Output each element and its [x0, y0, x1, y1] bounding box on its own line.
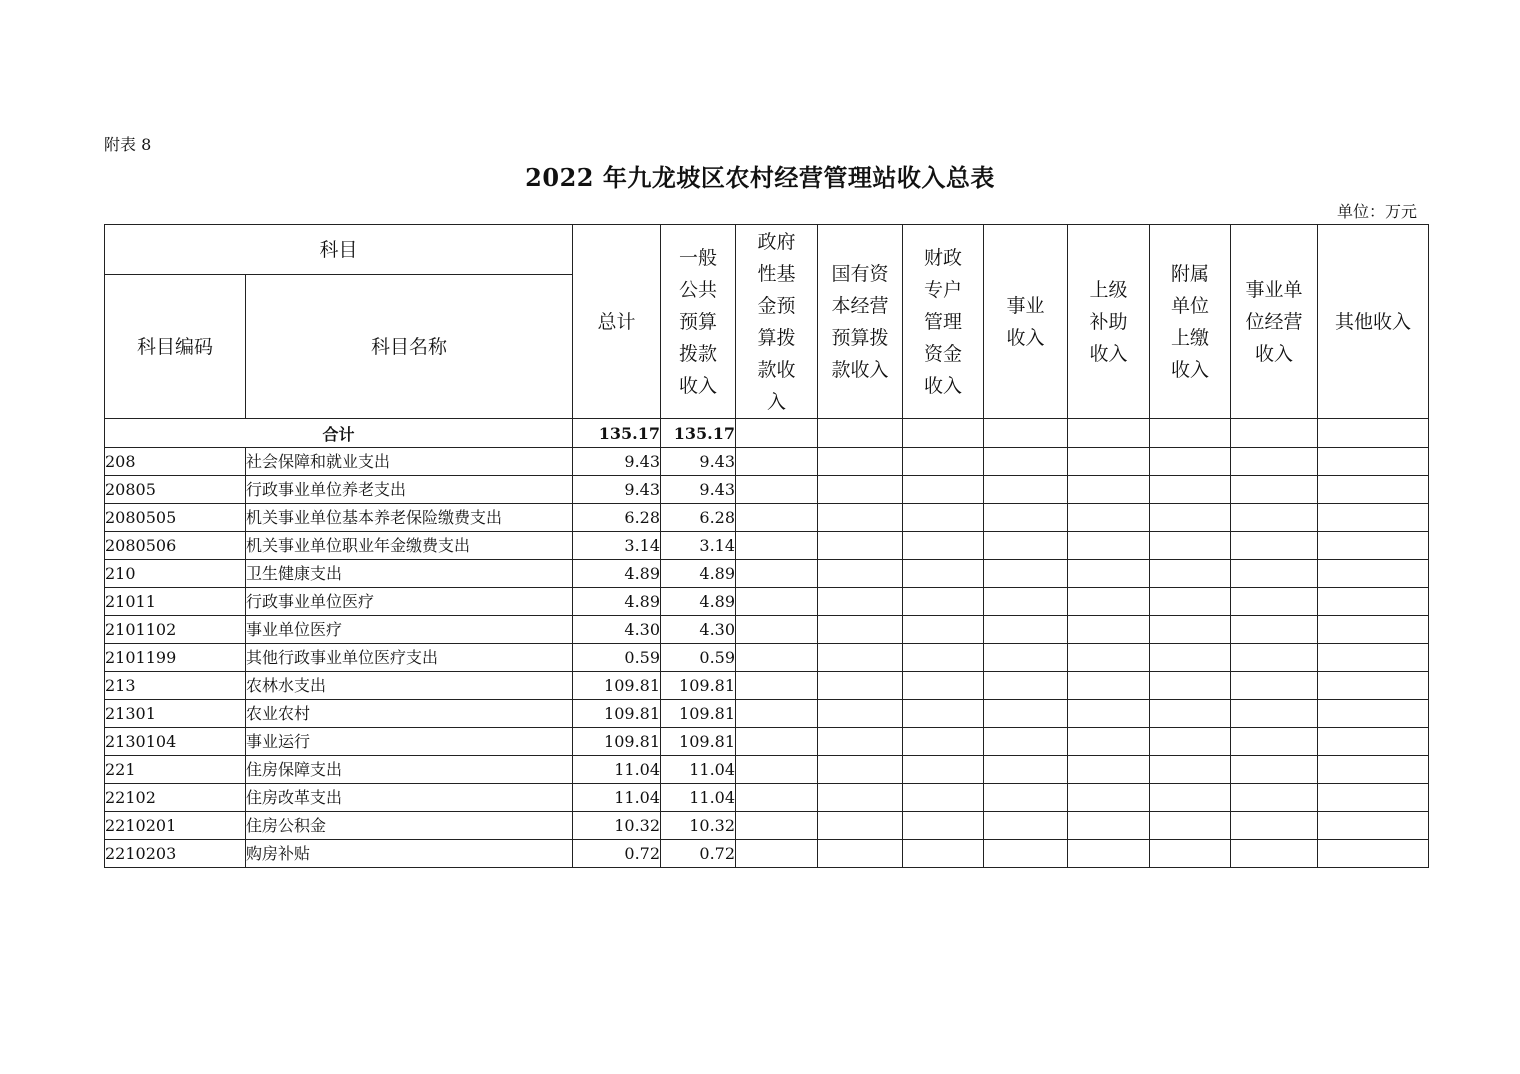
empty-cell	[818, 588, 903, 616]
empty-cell	[736, 560, 818, 588]
empty-cell	[903, 812, 984, 840]
empty-cell	[1318, 700, 1429, 728]
empty-cell	[903, 700, 984, 728]
empty-cell	[1318, 588, 1429, 616]
empty-cell	[1068, 756, 1150, 784]
empty-cell	[1068, 840, 1150, 868]
row-name: 机关事业单位职业年金缴费支出	[246, 532, 573, 560]
empty-cell	[736, 812, 818, 840]
empty-cell	[1231, 644, 1318, 672]
row-total: 4.89	[573, 588, 661, 616]
col-header-total: 总计	[573, 225, 661, 419]
empty-cell	[818, 700, 903, 728]
table-row	[105, 504, 1429, 532]
empty-cell	[1068, 784, 1150, 812]
row-name: 事业运行	[246, 728, 573, 756]
empty-cell	[903, 784, 984, 812]
table-row	[105, 840, 1429, 868]
row-code: 2210203	[105, 840, 246, 868]
empty-cell	[903, 476, 984, 504]
empty-cell	[818, 672, 903, 700]
col-header-operating-income: 事业单 位经营 收入	[1231, 225, 1318, 419]
empty-cell	[984, 728, 1068, 756]
empty-cell	[1231, 476, 1318, 504]
empty-cell	[1318, 672, 1429, 700]
empty-cell	[1150, 812, 1231, 840]
empty-cell	[1231, 840, 1318, 868]
empty-cell	[818, 812, 903, 840]
row-code: 2080506	[105, 532, 246, 560]
row-code: 21301	[105, 700, 246, 728]
empty-cell	[1150, 504, 1231, 532]
empty-cell	[736, 728, 818, 756]
empty-cell	[736, 588, 818, 616]
row-general: 9.43	[661, 476, 736, 504]
empty-cell	[1150, 784, 1231, 812]
empty-cell	[1231, 812, 1318, 840]
empty-cell	[1318, 448, 1429, 476]
row-code: 22102	[105, 784, 246, 812]
table-row	[105, 784, 1429, 812]
col-header-gov-fund: 政府 性基 金预 算拨 款收 入	[736, 225, 818, 419]
row-total: 3.14	[573, 532, 661, 560]
table-row	[105, 616, 1429, 644]
empty-cell	[1068, 812, 1150, 840]
table-row	[105, 644, 1429, 672]
empty-cell	[903, 560, 984, 588]
row-code: 2101102	[105, 616, 246, 644]
row-total: 11.04	[573, 756, 661, 784]
empty-cell	[736, 532, 818, 560]
empty-cell	[984, 756, 1068, 784]
empty-cell	[1318, 784, 1429, 812]
empty-cell	[1231, 784, 1318, 812]
row-name: 购房补贴	[246, 840, 573, 868]
row-code: 21011	[105, 588, 246, 616]
row-code: 2080505	[105, 504, 246, 532]
row-general: 9.43	[661, 448, 736, 476]
row-general: 4.30	[661, 616, 736, 644]
empty-cell	[818, 476, 903, 504]
empty-cell	[903, 616, 984, 644]
row-total: 109.81	[573, 700, 661, 728]
empty-cell	[818, 756, 903, 784]
empty-cell	[903, 840, 984, 868]
empty-cell	[1068, 728, 1150, 756]
row-total: 0.59	[573, 644, 661, 672]
empty-cell	[818, 644, 903, 672]
empty-cell	[818, 532, 903, 560]
empty-cell	[984, 840, 1068, 868]
empty-cell	[1150, 476, 1231, 504]
empty-cell	[984, 616, 1068, 644]
table-row	[105, 448, 1429, 476]
row-name: 农林水支出	[246, 672, 573, 700]
row-general: 0.72	[661, 840, 736, 868]
empty-cell	[1318, 756, 1429, 784]
row-name: 农业农村	[246, 700, 573, 728]
row-general: 4.89	[661, 588, 736, 616]
row-name: 行政事业单位养老支出	[246, 476, 573, 504]
empty-cell	[1231, 448, 1318, 476]
empty-cell	[736, 756, 818, 784]
row-name: 卫生健康支出	[246, 560, 573, 588]
empty-cell	[1231, 504, 1318, 532]
empty-cell	[736, 504, 818, 532]
row-general: 6.28	[661, 504, 736, 532]
subject-name-header: 科目名称	[246, 275, 573, 419]
empty-cell	[736, 476, 818, 504]
unit-label: 单位：万元	[1336, 202, 1417, 221]
table-row	[105, 476, 1429, 504]
row-name: 社会保障和就业支出	[246, 448, 573, 476]
row-general: 109.81	[661, 728, 736, 756]
empty-cell	[903, 728, 984, 756]
empty-cell	[736, 644, 818, 672]
page-title: 2022 年九龙坡区农村经营管理站收入总表	[525, 163, 995, 192]
empty-cell	[1068, 532, 1150, 560]
row-code: 210	[105, 560, 246, 588]
empty-cell	[1318, 840, 1429, 868]
empty-cell	[984, 644, 1068, 672]
row-code: 2210201	[105, 812, 246, 840]
empty-cell	[736, 448, 818, 476]
empty-cell	[818, 448, 903, 476]
table-row	[105, 588, 1429, 616]
empty-cell	[818, 560, 903, 588]
empty-cell	[1150, 728, 1231, 756]
empty-cell	[1231, 756, 1318, 784]
empty-cell	[1318, 476, 1429, 504]
empty-cell	[1068, 700, 1150, 728]
row-total: 11.04	[573, 784, 661, 812]
income-summary-table	[104, 224, 1429, 868]
empty-cell	[818, 728, 903, 756]
row-general: 4.89	[661, 560, 736, 588]
empty-cell	[984, 532, 1068, 560]
row-name: 住房公积金	[246, 812, 573, 840]
empty-cell	[1150, 616, 1231, 644]
col-header-superior-subsidy: 上级 补助 收入	[1068, 225, 1150, 419]
empty-cell	[1231, 616, 1318, 644]
row-total: 0.72	[573, 840, 661, 868]
empty-cell	[984, 672, 1068, 700]
empty-cell	[903, 532, 984, 560]
row-code: 208	[105, 448, 246, 476]
empty-cell	[1231, 700, 1318, 728]
total-general: 135.17	[661, 419, 736, 448]
empty-cell	[984, 700, 1068, 728]
col-header-affiliate-remit: 附属 单位 上缴 收入	[1150, 225, 1231, 419]
empty-cell	[1150, 560, 1231, 588]
empty-cell	[1318, 616, 1429, 644]
empty-cell	[1150, 756, 1231, 784]
empty-cell	[1068, 672, 1150, 700]
empty-cell	[736, 840, 818, 868]
row-code: 2130104	[105, 728, 246, 756]
col-header-fiscal-account: 财政 专户 管理 资金 收入	[903, 225, 984, 419]
empty-cell	[818, 616, 903, 644]
empty-cell	[1068, 476, 1150, 504]
empty-cell	[736, 700, 818, 728]
total-label: 合计	[105, 419, 573, 448]
empty-cell	[1231, 588, 1318, 616]
empty-cell	[1150, 532, 1231, 560]
row-total: 9.43	[573, 476, 661, 504]
subject-code-header: 科目编码	[105, 275, 246, 419]
table-row	[105, 560, 1429, 588]
empty-cell	[1068, 504, 1150, 532]
empty-cell	[1068, 616, 1150, 644]
row-name: 事业单位医疗	[246, 616, 573, 644]
row-name: 住房改革支出	[246, 784, 573, 812]
empty-cell	[1318, 504, 1429, 532]
empty-cell	[903, 504, 984, 532]
empty-cell	[1068, 448, 1150, 476]
empty-cell	[1318, 812, 1429, 840]
empty-cell	[1318, 644, 1429, 672]
table-row	[105, 700, 1429, 728]
row-general: 10.32	[661, 812, 736, 840]
empty-cell	[818, 784, 903, 812]
table-row	[105, 532, 1429, 560]
empty-cell	[1150, 588, 1231, 616]
col-header-general-budget: 一般 公共 预算 拨款 收入	[661, 225, 736, 419]
row-general: 109.81	[661, 672, 736, 700]
table-row	[105, 728, 1429, 756]
empty-cell	[736, 784, 818, 812]
row-code: 221	[105, 756, 246, 784]
empty-cell	[1150, 672, 1231, 700]
empty-cell	[984, 504, 1068, 532]
row-total: 109.81	[573, 672, 661, 700]
row-code: 2101199	[105, 644, 246, 672]
empty-cell	[903, 672, 984, 700]
row-total: 10.32	[573, 812, 661, 840]
row-total: 109.81	[573, 728, 661, 756]
row-name: 行政事业单位医疗	[246, 588, 573, 616]
empty-cell	[1150, 700, 1231, 728]
empty-cell	[984, 588, 1068, 616]
empty-cell	[1231, 532, 1318, 560]
empty-cell	[984, 560, 1068, 588]
empty-cell	[1150, 448, 1231, 476]
empty-cell	[903, 448, 984, 476]
empty-cell	[1068, 644, 1150, 672]
empty-cell	[984, 476, 1068, 504]
empty-cell	[736, 672, 818, 700]
row-total: 6.28	[573, 504, 661, 532]
empty-cell	[736, 616, 818, 644]
empty-cell	[903, 588, 984, 616]
annex-label: 附表 8	[104, 135, 152, 154]
row-total: 4.30	[573, 616, 661, 644]
row-general: 3.14	[661, 532, 736, 560]
table-row	[105, 812, 1429, 840]
empty-cell	[1231, 728, 1318, 756]
table-row	[105, 672, 1429, 700]
empty-cell	[984, 812, 1068, 840]
empty-cell	[1150, 644, 1231, 672]
row-general: 11.04	[661, 756, 736, 784]
subject-group-header: 科目	[105, 225, 573, 275]
col-header-other-income: 其他收入	[1318, 225, 1429, 419]
row-name: 其他行政事业单位医疗支出	[246, 644, 573, 672]
empty-cell	[903, 756, 984, 784]
row-general: 0.59	[661, 644, 736, 672]
empty-cell	[818, 504, 903, 532]
empty-cell	[1068, 560, 1150, 588]
col-header-state-capital: 国有资 本经营 预算拨 款收入	[818, 225, 903, 419]
row-name: 住房保障支出	[246, 756, 573, 784]
empty-cell	[984, 784, 1068, 812]
empty-cell	[903, 644, 984, 672]
col-header-business-income: 事业 收入	[984, 225, 1068, 419]
table-row	[105, 756, 1429, 784]
empty-cell	[984, 448, 1068, 476]
empty-cell	[1231, 560, 1318, 588]
empty-cell	[1068, 588, 1150, 616]
row-general: 11.04	[661, 784, 736, 812]
row-code: 213	[105, 672, 246, 700]
row-total: 4.89	[573, 560, 661, 588]
empty-cell	[1150, 840, 1231, 868]
total-row	[105, 419, 1429, 448]
empty-cell	[1231, 672, 1318, 700]
row-name: 机关事业单位基本养老保险缴费支出	[246, 504, 573, 532]
row-general: 109.81	[661, 700, 736, 728]
row-code: 20805	[105, 476, 246, 504]
empty-cell	[818, 840, 903, 868]
total-sum: 135.17	[573, 419, 661, 448]
empty-cell	[1318, 560, 1429, 588]
empty-cell	[1318, 532, 1429, 560]
row-total: 9.43	[573, 448, 661, 476]
empty-cell	[1318, 728, 1429, 756]
